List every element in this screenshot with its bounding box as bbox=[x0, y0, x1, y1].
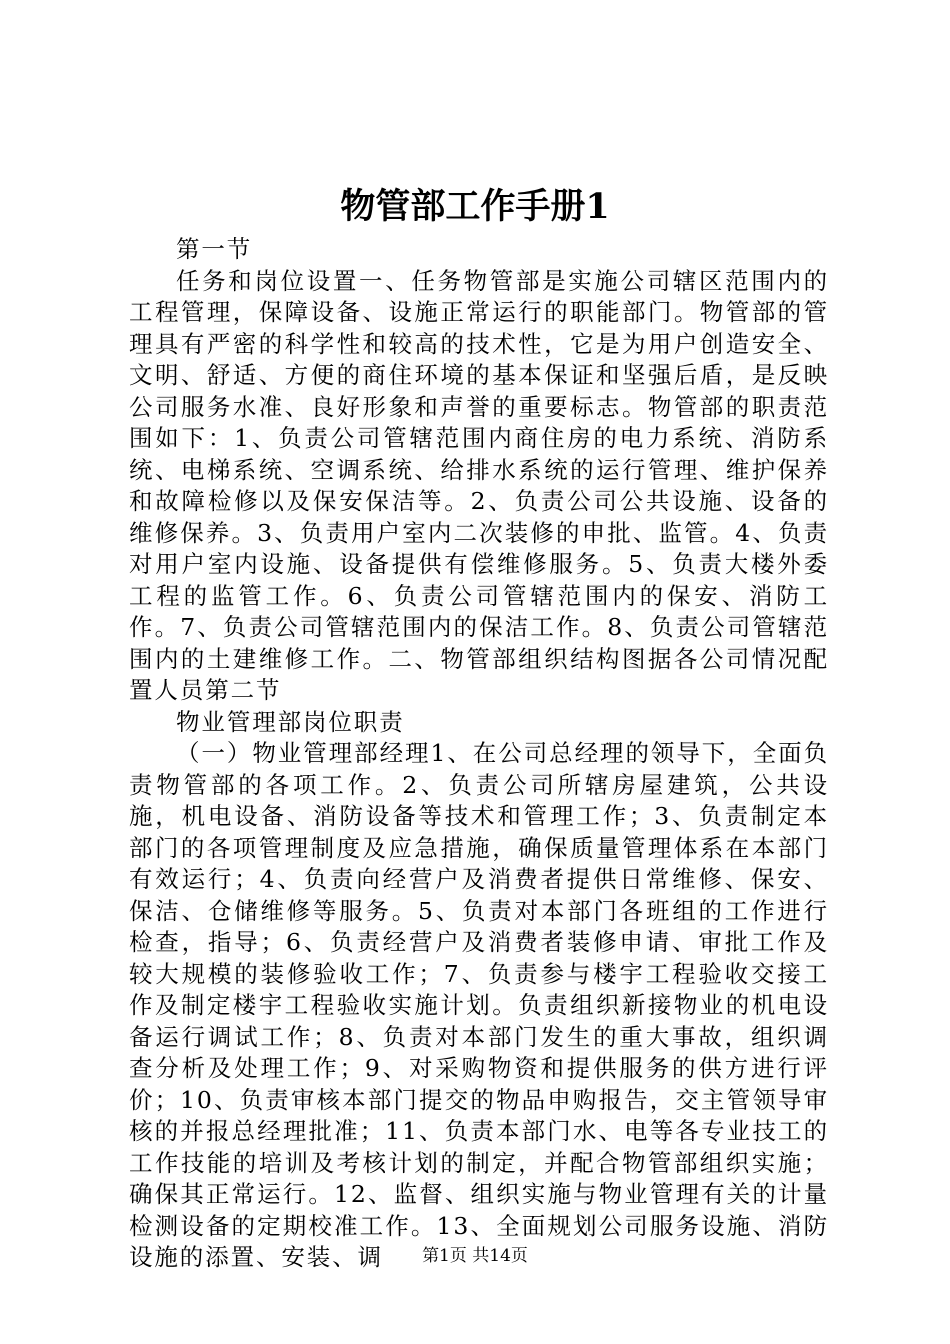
document-body bbox=[129, 234, 829, 1274]
section-heading-1: 第一节 bbox=[176, 235, 253, 263]
document-title: 物管部工作手册1 bbox=[340, 186, 610, 227]
paragraph-tasks-and-positions: 任务和岗位设置一、任务物管部是实施公司辖区范围内的工程管理，保障设备、设施正常运行的职能部门。物管部的管理具有严密的科学性和较高的技术性，它是为用户创造安全、文明、舒适、方便的商住环境的基本保证和坚强后盾，是反映公司服务水准、良好形象和声誉的重要标志。物管部的职责范围如下：1、负责公司管辖范围内商住房的电力系统、消防系统、电梯系统、空调系统、给排水系统的运行管理、维护保养和故障检修以及保安保洁等。2、负责公司公共设施、设备的维修保养。3、负责用户室内二次装修的申批、监管。4、负责对用户室内设施、设备提供有偿维修服务。5、负责大楼外委工程的监管工作。6、负责公司管辖范围内的保安、消防工作。7、负责公司管辖范围内的保洁工作。8、负责公司管辖范围内的土建维修工作。二、物管部组织结构图据各公司情况配置人员第二节 bbox=[129, 266, 829, 704]
page-number-footer: 第1页 共14页 bbox=[422, 1246, 528, 1266]
section-heading-2: 物业管理部岗位职责 bbox=[176, 707, 405, 736]
paragraph-manager-duties: （一）物业管理部经理1、在公司总经理的领导下，全面负责物管部的各项工作。2、负责公司所辖房屋建筑，公共设施，机电设备、消防设备等技术和管理工作；3、负责制定本部门的各项管理制度及应急措施，确保质量管理体系在本部门有效运行；4、负责向经营户及消费者提供日常维修、保安、保洁、仓储维修等服务。5、负责对本部门各班组的工作进行检查，指导；6、负责经营户及消费者装修申请、审批工作及较大规模的装修验收工作；7、负责参与楼宇工程验收交接工作及制定楼宇工程验收实施计划。负责组织新接物业的机电设备运行调试工作；8、负责对本部门发生的重大事故，组织调查分析及处理工作；9、对采购物资和提供服务的供方进行评价；10、负责审核本部门提交的物品申购报告，交主管领导审核的并报总经理批准；11、负责本部门水、电等各专业技工的工作技能的培训及考核计划的制定，并配合物管部组织实施；确保其正常运行。12、监督、组织实施与物业管理有关的计量检测设备的定期校准工作。13、全面规划公司服务设施、消防设施的添置、安装、调 bbox=[129, 739, 829, 1271]
